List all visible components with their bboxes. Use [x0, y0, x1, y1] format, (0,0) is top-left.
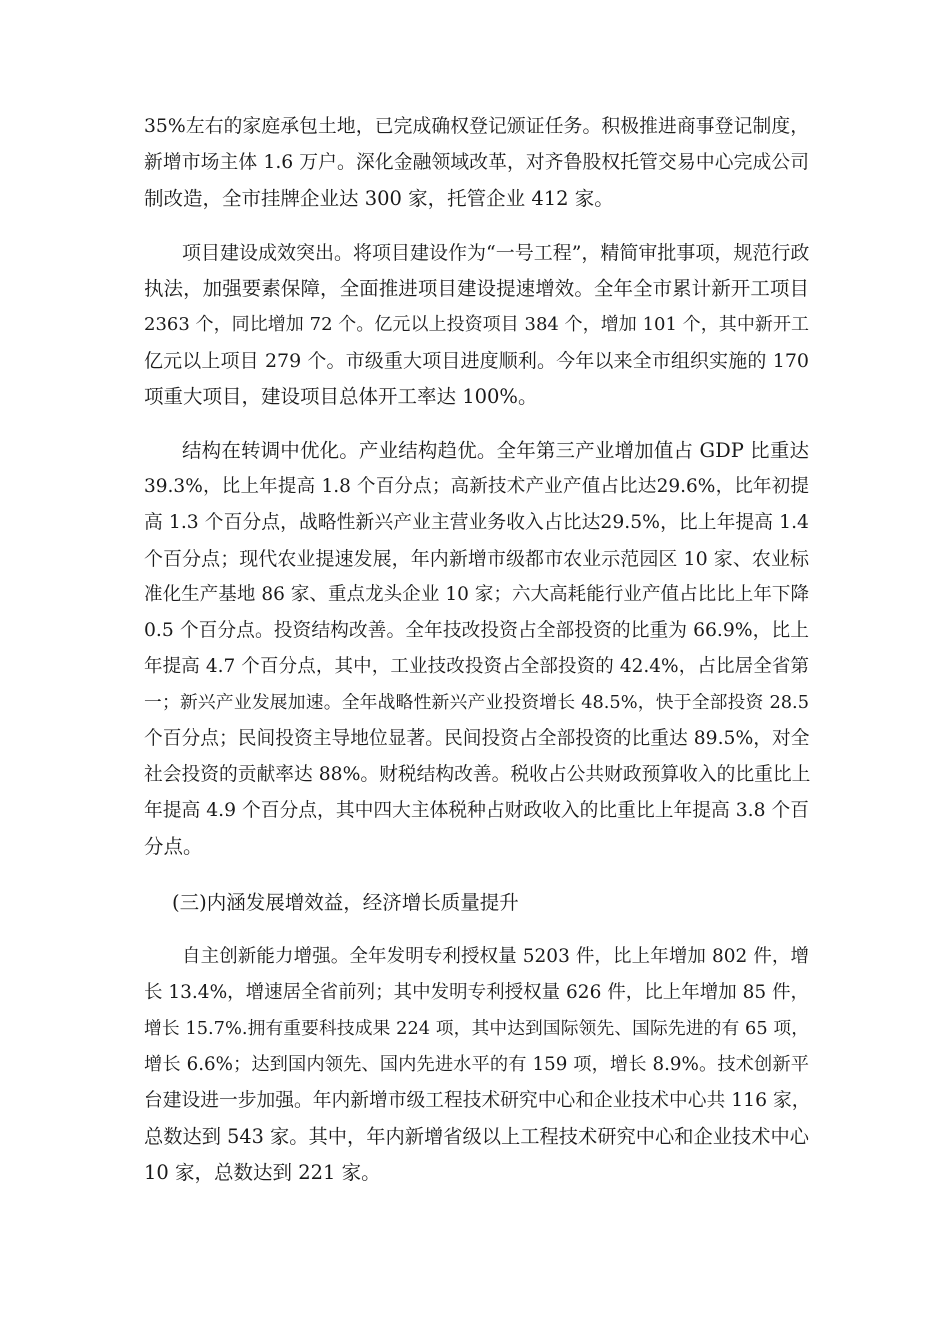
- paragraph-3-line-10: 社会投资的贡献率达 88%。财税结构改善。税收占公共财政预算收入的比重比上: [144, 764, 811, 785]
- paragraph-3-line-5: 准化生产基地 86 家、重点龙头企业 10 家；六大高耗能行业产值占比比上年下降: [144, 584, 809, 605]
- paragraph-4-line-7: 10 家，总数达到 221 家。: [144, 1161, 381, 1184]
- paragraph-1-line-1: 35%左右的家庭承包土地，已完成确权登记颁证任务。积极推进商事登记制度，: [144, 116, 809, 137]
- paragraph-4-line-5: 台建设进一步加强。年内新增市级工程技术研究中心和企业技术中心共 116 家，: [144, 1090, 811, 1111]
- paragraph-3-line-1: 结构在转调中优化。产业结构趋优。全年第三产业增加值占 GDP 比重达: [182, 439, 809, 462]
- paragraph-2-line-2: 执法，加强要素保障，全面推进项目建设提速增效。全年全市累计新开工项目: [144, 277, 809, 300]
- paragraph-3-line-6: 0.5 个百分点。投资结构改善。全年技改投资占全部投资的比重为 66.9%，比上: [144, 620, 809, 641]
- paragraph-4-line-6: 总数达到 543 家。其中，年内新增省级以上工程技术研究中心和企业技术中心: [144, 1125, 809, 1148]
- paragraph-3-line-7: 年提高 4.7 个百分点，其中，工业技改投资占全部投资的 42.4%，占比居全省第: [144, 656, 809, 677]
- paragraph-2-line-4: 亿元以上项目 279 个。市级重大项目进度顺利。今年以来全市组织实施的 170: [144, 350, 809, 372]
- paragraph-4-line-4: 增长 6.6%；达到国内领先、国内先进水平的有 159 项，增长 8.9%。技术创新平: [144, 1054, 809, 1075]
- paragraph-4-line-1: 自主创新能力增强。全年发明专利授权量 5203 件，比上年增加 802 件，增: [182, 946, 809, 967]
- paragraph-4-line-2: 长 13.4%，增速居全省前列；其中发明专利授权量 626 件，比上年增加 85 件，: [144, 982, 810, 1003]
- paragraph-3-line-9: 个百分点；民间投资主导地位显著。民间投资占全部投资的比重达 89.5%，对全: [144, 728, 810, 749]
- paragraph-3-line-2: 39.3%，比上年提高 1.8 个百分点；高新技术产业产值占比达29.6%，比年初提: [144, 476, 809, 497]
- paragraph-2-line-3: 2363 个，同比增加 72 个。亿元以上投资项目 384 个，增加 101 个，其中新开工: [144, 314, 809, 335]
- paragraph-3-line-8: 一；新兴产业发展加速。全年战略性新兴产业投资增长 48.5%，快于全部投资 28.5: [144, 693, 809, 713]
- paragraph-3-line-12: 分点。: [144, 835, 203, 858]
- paragraph-2-line-1: 项目建设成效突出。将项目建设作为“一号工程”，精简审批事项，规范行政: [182, 242, 810, 264]
- paragraph-2-line-5: 项重大项目，建设项目总体开工率达 100%。: [144, 385, 538, 408]
- paragraph-1-line-3: 制改造，全市挂牌企业达 300 家，托管企业 412 家。: [144, 187, 614, 210]
- paragraph-3-line-11: 年提高 4.9 个百分点，其中四大主体税种占财政收入的比重比上年提高 3.8 个百: [144, 800, 809, 821]
- section-heading: (三)内涵发展增效益，经济增长质量提升: [172, 891, 519, 914]
- paragraph-3-line-4: 个百分点；现代农业提速发展，年内新增市级都市农业示范园区 10 家、农业标: [144, 548, 809, 570]
- paragraph-3-line-3: 高 1.3 个百分点，战略性新兴产业主营业务收入占比达29.5%，比上年提高 1.4: [144, 512, 809, 533]
- paragraph-1-line-2: 新增市场主体 1.6 万户。深化金融领域改革，对齐鲁股权托管交易中心完成公司: [144, 152, 809, 173]
- paragraph-4-line-3: 增长 15.7%.拥有重要科技成果 224 项，其中达到国际领先、国际先进的有 65 项，: [144, 1019, 809, 1039]
